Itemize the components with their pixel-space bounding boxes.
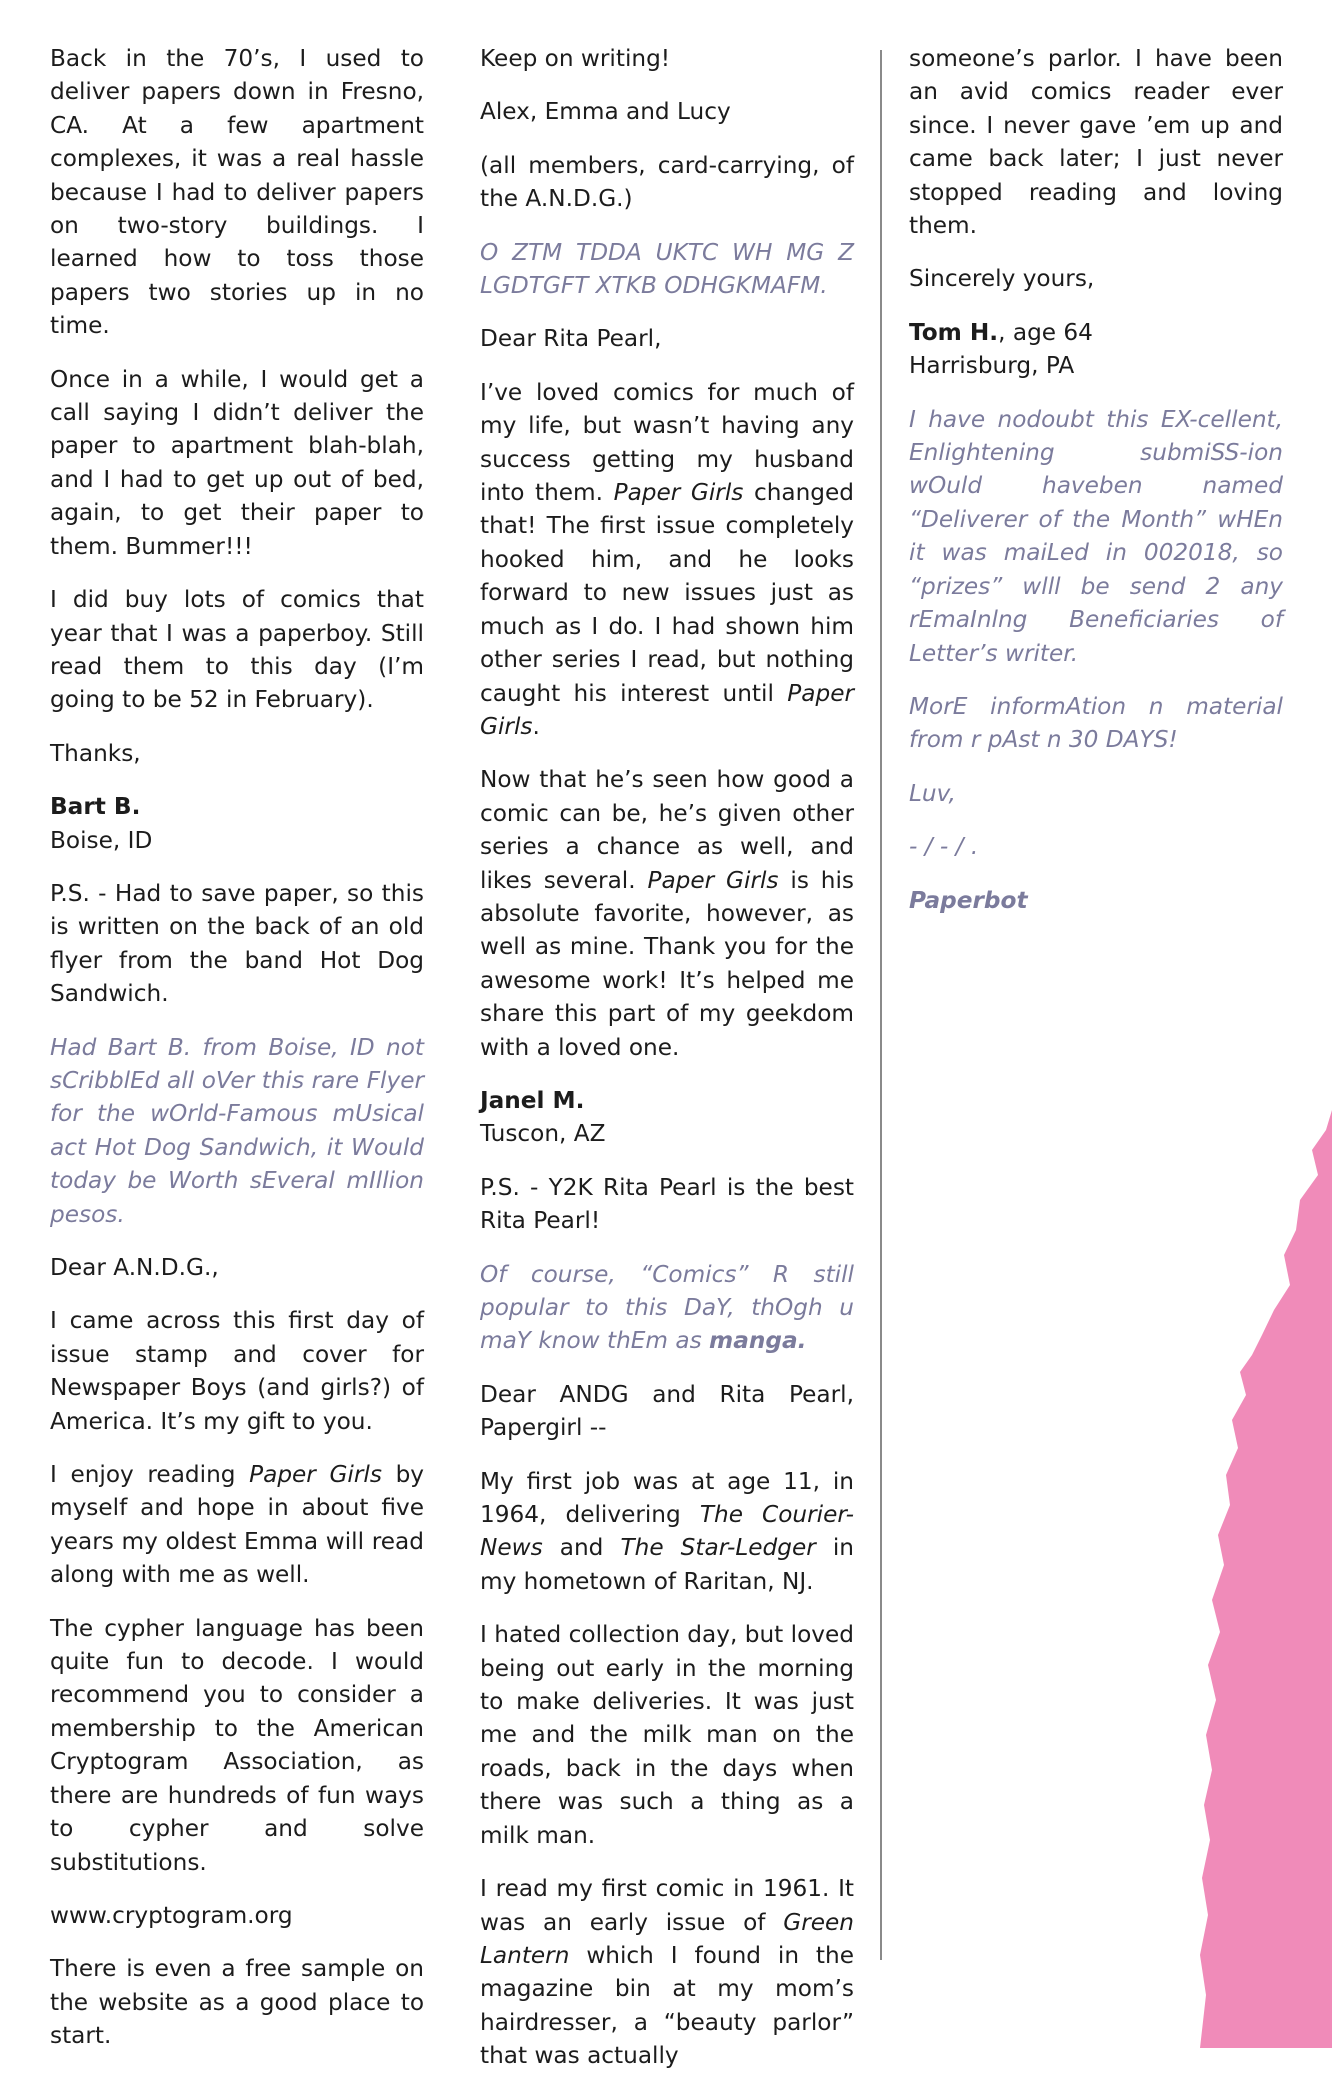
letter4-paragraph-3: I read my first comic in 1961. It was an early issue of Green Lantern which I found in the magazine bin at my mom’s hairdresser, a “beauty parlor” that was actually	[480, 1875, 854, 2070]
letter2-signature-note: (all members, card-carrying, of the A.N.D.G.)	[480, 151, 854, 213]
column-2	[480, 42, 854, 2093]
letter1-signature-place: Boise, ID	[50, 826, 153, 854]
letter4-paragraph-4: someone’s parlor. I have been an avid comics reader ever since. I never gave ’em up and came back later; I just never stopped reading and loving them.	[909, 45, 1283, 240]
letter2-paragraph-2: I enjoy reading Paper Girls by myself and hope in about five years my oldest Emma will read along with me as well.	[50, 1461, 425, 1589]
cryptogram-url[interactable]: www.cryptogram.org	[50, 1901, 293, 1929]
letter3-signature-name: Janel M.	[480, 1086, 585, 1114]
letter1-ps: P.S. - Had to save paper, so this is written on the back of an old flyer from the band Hot Dog Sandwich.	[50, 879, 424, 1008]
letter2-signature-names: Alex, Emma and Lucy	[480, 98, 731, 126]
letter1-paragraph-1: Back in the 70’s, I used to deliver papers down in Fresno, CA. At a few apartment complexes, it was a real hassle because I had to deliver papers on two-story buildings. I learned how to toss those papers two stories up in no time.	[50, 45, 424, 340]
reply-luv: Luv,	[909, 779, 956, 807]
letter2-paragraph-1: I came across this first day of issue stamp and cover for Newspaper Boys (and girls?) of America. It’s my gift to you.	[50, 1307, 424, 1435]
reply-dashes: - / - / .	[909, 833, 979, 861]
letter4-salutation: Dear ANDG and Rita Pearl, Papergirl --	[480, 1380, 854, 1442]
column-divider	[880, 50, 882, 1960]
letter1-paragraph-3: I did buy lots of comics that year that I was a paperboy. Still read them to this day (I’m going to be 52 in February).	[50, 586, 424, 714]
letter3-signature-place: Tuscon, AZ	[480, 1120, 606, 1148]
column-1	[50, 42, 424, 2073]
column-3	[909, 42, 1283, 937]
letter3-reply: Of course, “Comics” R still popular to this DaY, thOgh u maY know thEm as manga.	[480, 1260, 854, 1355]
letter4-paragraph-2: I hated collection day, but loved being out early in the morning to make deliveries. It was just me and the milk man on the roads, back in the days when there was such a thing as a milk man.	[480, 1621, 854, 1849]
paperbot-signature: Paperbot	[909, 886, 1028, 914]
letter2-paragraph-3: The cypher language has been quite fun to decode. I would recommend you to consider a membership to the American Cryptogram Association, as there are hundreds of fun ways to cypher and solve substitutions.	[50, 1614, 424, 1876]
letter1-paragraph-2: Once in a while, I would get a call saying I didn’t deliver the paper to apartment blah-blah, and I had to get up out of bed, again, to get their paper to them. Bummer!!!	[50, 365, 424, 560]
letter1-signature-name: Bart B.	[50, 793, 141, 821]
letter3-paragraph-2: Now that he’s seen how good a comic can be, he’s given other series a chance as well, and likes several. Paper Girls is his absolute favorite, however, as well as mine. Thank you for the awesome work! It’s helped me share this part of my geekdom with a loved one.	[480, 766, 854, 1061]
letter2-paragraph-4: There is even a free sample on the website as a good place to start.	[50, 1955, 424, 2050]
letter2-closing: Keep on writing!	[480, 45, 671, 72]
letter4-closing: Sincerely yours,	[909, 265, 1095, 293]
letter4-reply-1: I have nodoubt this EX-cellent, Enlightening submiSS-ion wOuld haveben named “Deliverer of the Month” wHEn it was maiLed in 002018, so “prizes” wlll be send 2 any rEmaInlng Beneficiaries of Letter’s writer.	[909, 405, 1283, 667]
letter3-paragraph-1: I’ve loved comics for much of my life, but wasn’t having any success getting my husband into them. Paper Girls changed that! The first issue completely hooked him, and he looks forward to new issues just as much as I do. I had shown him other series I read, but nothing caught his interest until Paper Girls.	[480, 378, 854, 740]
letter1-thanks: Thanks,	[50, 739, 141, 767]
letter4-paragraph-1: My first job was at age 11, in 1964, delivering The Courier-News and The Star-Ledger in my hometown of Raritan, NJ.	[480, 1467, 854, 1595]
letter3-ps: P.S. - Y2K Rita Pearl is the best Rita Pearl!	[480, 1173, 854, 1235]
letter3-salutation: Dear Rita Pearl,	[480, 325, 662, 353]
letter4-signature-place: Harrisburg, PA	[909, 352, 1075, 380]
letter4-reply-2: MorE informAtion n material from r pAst n 30 DAYS!	[909, 692, 1283, 754]
letter2-salutation: Dear A.N.D.G.,	[50, 1254, 219, 1281]
letter4-signature: Tom H., age 64	[909, 318, 1093, 346]
cipher-reply: O ZTM TDDA UKTC WH MG Z LGDTGFT XTKB ODHGKMAFM.	[480, 238, 854, 300]
letter1-reply: Had Bart B. from Boise, ID not sCribblEd all oVer this rare Flyer for the wOrld-Famous mUsical act Hot Dog Sandwich, it Would today be Worth sEveral mIllion pesos.	[50, 1033, 424, 1228]
